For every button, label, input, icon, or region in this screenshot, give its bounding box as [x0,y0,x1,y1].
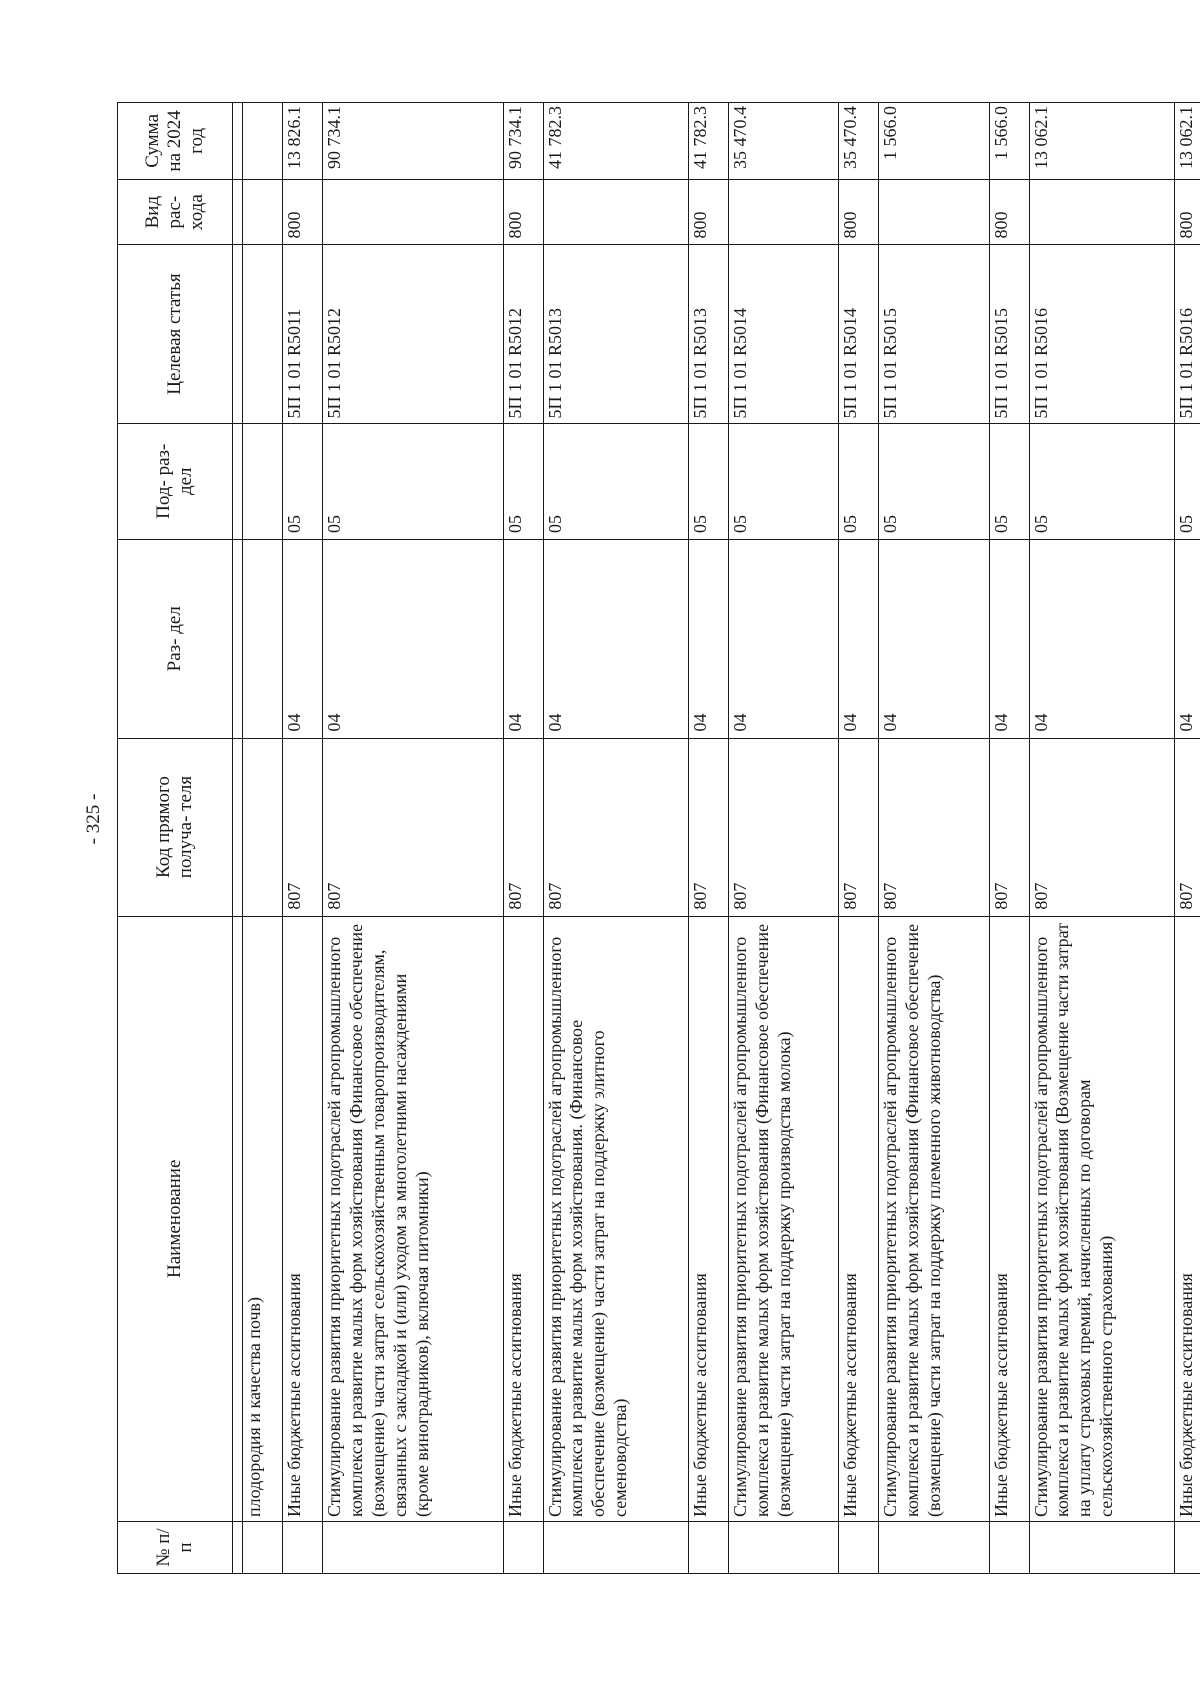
cell-recipient: 807 [989,738,1029,916]
cell-no [322,1521,503,1573]
cell-subsection: 05 [879,423,989,539]
cell-name: Стимулирование развития приоритетных подотраслей агропромышленного комплекса и развитие малых форм хозяйствования (Финансовое обеспечение (возмещение) части затрат сельскохозяйственным товаропроизводителям, связанных с закладкой и (или) уходом за многолетними насаждениями (кроме виноградников), включая питомники) [322,916,503,1521]
cell-section: 04 [728,539,838,738]
page-number: - 325 - [83,793,104,845]
cell-section: 04 [282,539,322,738]
cell-recipient: 807 [1174,738,1200,916]
cell-name: Иные бюджетные ассигнования [1174,916,1200,1521]
cell-name: Иные бюджетные ассигнования [282,916,322,1521]
cell-subsection: 05 [1029,423,1174,539]
header-name: Наименование [118,916,233,1521]
cell-section: 04 [879,539,989,738]
cell-subsection: 05 [322,423,503,539]
header-section: Раз- дел [118,539,233,738]
cell-section: 04 [1174,539,1200,738]
table-row [839,103,879,1574]
cell-subsection: 05 [1174,423,1200,539]
cell-no [689,1521,729,1573]
cell-target: 5П 1 01 R5012 [322,245,503,423]
cell-expense: 800 [1174,179,1200,245]
cell-section: 04 [989,539,1029,738]
spacer-cell [233,916,243,1521]
cell-recipient: 807 [1029,738,1174,916]
header-recipient-code: Код прямого получа- теля [118,738,233,916]
cell-amount: 13 826.1 [282,103,322,180]
cell-expense: 800 [282,179,322,245]
cell-no [543,1521,688,1573]
table-row [728,103,838,1574]
cell-subsection: 05 [503,423,543,539]
cell-amount: 13 062.1 [1174,103,1200,180]
cell-amount: 41 782.3 [543,103,688,180]
cell-name: Стимулирование развития приоритетных подотраслей агропромышленного комплекса и развитие малых форм хозяйствования (Возмещение части затрат на уплату страховых премий, начисленных по договорам сельскохозяйственного страхования) [1029,916,1174,1521]
cell-expense: 800 [689,179,729,245]
cell-no [1029,1521,1174,1573]
cell-no [879,1521,989,1573]
cell-recipient: 807 [282,738,322,916]
spacer-cell [233,738,243,916]
cell-expense: 800 [839,179,879,245]
table-row [1029,103,1174,1574]
cell-no [1174,1521,1200,1573]
cell-target: 5П 1 01 R5014 [839,245,879,423]
cell-section: 04 [322,539,503,738]
cell-no [839,1521,879,1573]
cell-expense [728,179,838,245]
cell-section: 04 [689,539,729,738]
cell-name: Стимулирование развития приоритетных подотраслей агропромышленного комплекса и развитие малых форм хозяйствования. (Финансовое обеспечение (возмещение) части затрат на поддержку элитного семеноводства) [543,916,688,1521]
header-amount: Сумма на 2024 год [118,103,233,180]
cell-expense: 800 [503,179,543,245]
cell-recipient: 807 [689,738,729,916]
cell-subsection: 05 [839,423,879,539]
table-header-row [118,103,233,1574]
cell-target: 5П 1 01 R5013 [689,245,729,423]
budget-table-container [117,102,1200,1574]
spacer-cell [233,245,243,423]
cell-amount: 1 566.0 [989,103,1029,180]
cell-amount: 90 734.1 [503,103,543,180]
table-spacer-row [233,103,243,1574]
cell-section [243,539,283,738]
cell-section: 04 [503,539,543,738]
cell-recipient: 807 [879,738,989,916]
header-target-article: Целевая статья [118,245,233,423]
spacer-cell [233,103,243,180]
table-row [689,103,729,1574]
cell-name: Иные бюджетные ассигнования [689,916,729,1521]
budget-table [117,102,1200,1574]
cell-target: 5П 1 01 R5015 [879,245,989,423]
cell-expense [322,179,503,245]
table-row [243,103,283,1574]
table-row [989,103,1029,1574]
cell-section: 04 [1029,539,1174,738]
spacer-cell [233,539,243,738]
cell-expense [1029,179,1174,245]
cell-amount: 1 566.0 [879,103,989,180]
cell-no [503,1521,543,1573]
cell-subsection: 05 [728,423,838,539]
spacer-cell [233,1521,243,1573]
cell-expense: 800 [989,179,1029,245]
cell-amount: 41 782.3 [689,103,729,180]
cell-target: 5П 1 01 R5015 [989,245,1029,423]
table-row [503,103,543,1574]
cell-subsection: 05 [989,423,1029,539]
table-row [282,103,322,1574]
header-subsection: Под- раз- дел [118,423,233,539]
cell-target: 5П 1 01 R5016 [1174,245,1200,423]
cell-expense [543,179,688,245]
cell-section: 04 [543,539,688,738]
cell-target: 5П 1 01 R5016 [1029,245,1174,423]
cell-no [282,1521,322,1573]
cell-recipient: 807 [543,738,688,916]
cell-recipient: 807 [322,738,503,916]
table-row [543,103,688,1574]
cell-target: 5П 1 01 R5014 [728,245,838,423]
table-row [879,103,989,1574]
spacer-cell [233,423,243,539]
cell-target: 5П 1 01 R5012 [503,245,543,423]
cell-expense [243,179,283,245]
cell-no [989,1521,1029,1573]
cell-subsection: 05 [689,423,729,539]
cell-amount: 90 734.1 [322,103,503,180]
cell-no [728,1521,838,1573]
cell-recipient: 807 [728,738,838,916]
cell-recipient [243,738,283,916]
cell-expense [879,179,989,245]
cell-subsection [243,423,283,539]
cell-target: 5П 1 01 R5011 [282,245,322,423]
cell-amount: 35 470.4 [839,103,879,180]
cell-amount: 13 062.1 [1029,103,1174,180]
cell-target [243,245,283,423]
cell-name: Стимулирование развития приоритетных подотраслей агропромышленного комплекса и развитие малых форм хозяйствования (Финансовое обеспечение (возмещение) части затрат на поддержку производства молока) [728,916,838,1521]
cell-name: Стимулирование развития приоритетных подотраслей агропромышленного комплекса и развитие малых форм хозяйствования (Финансовое обеспечение (возмещение) части затрат на поддержку племенного животноводства) [879,916,989,1521]
cell-recipient: 807 [503,738,543,916]
table-row [322,103,503,1574]
table-row [1174,103,1200,1574]
cell-name: плодородия и качества почв) [243,916,283,1521]
cell-section: 04 [839,539,879,738]
cell-amount [243,103,283,180]
cell-no [243,1521,283,1573]
header-no: № п/п [118,1521,233,1573]
cell-subsection: 05 [543,423,688,539]
spacer-cell [233,179,243,245]
cell-name: Иные бюджетные ассигнования [989,916,1029,1521]
cell-name: Иные бюджетные ассигнования [839,916,879,1521]
cell-subsection: 05 [282,423,322,539]
cell-recipient: 807 [839,738,879,916]
cell-target: 5П 1 01 R5013 [543,245,688,423]
cell-name: Иные бюджетные ассигнования [503,916,543,1521]
header-expense-type: Вид рас- хода [118,179,233,245]
cell-amount: 35 470.4 [728,103,838,180]
